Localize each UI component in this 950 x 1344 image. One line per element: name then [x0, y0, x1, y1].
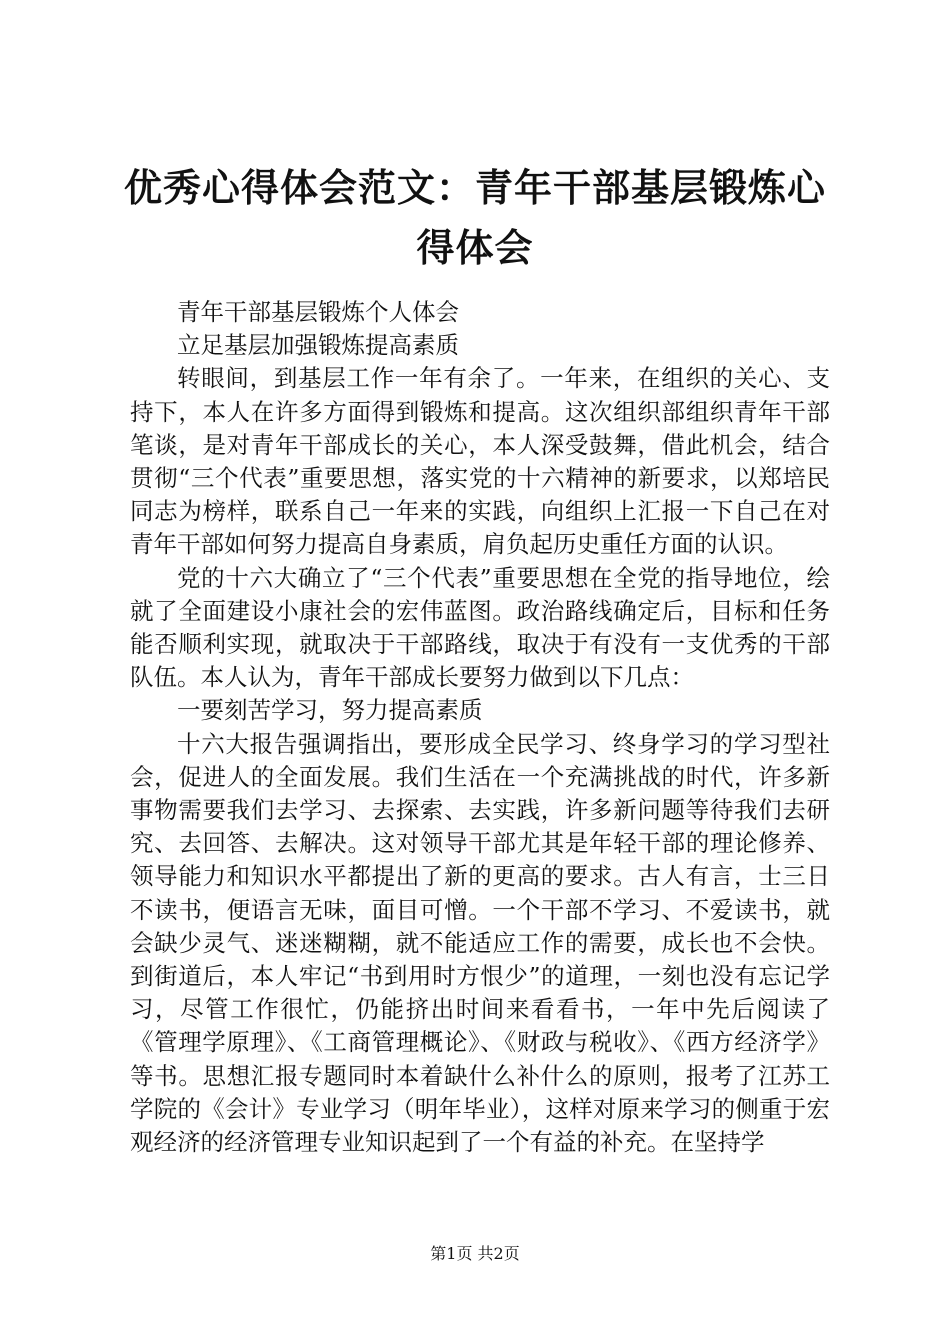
document-title: 优秀心得体会范文：青年干部基层锻炼心得体会	[123, 165, 826, 270]
paragraph-subtitle-2: 立足基层加强锻炼提高素质	[177, 331, 459, 360]
paragraph-background: 党的十六大确立了“三个代表”重要思想在全党的指导地位，绘就了全面建设小康社会的宏伟蓝图。政治路线确定后，目标和任务能否顺利实现，就取决于干部路线，取决于有没有一支优秀的干部队伍。本人认为，青年干部成长要努力做到以下几点：	[130, 563, 830, 692]
paragraph-intro: 转眼间，到基层工作一年有余了。一年来，在组织的关心、支持下，本人在许多方面得到锻炼和提高。这次组织部组织青年干部笔谈，是对青年干部成长的关心，本人深受鼓舞，借此机会，结合贯彻“三个代表”重要思想，落实党的十六精神的新要求，以郑培民同志为榜样，联系自己一年来的实践，向组织上汇报一下自己在对青年干部如何努力提高自身素质，肩负起历史重任方面的认识。	[130, 364, 830, 559]
paragraph-study: 十六大报告强调指出，要形成全民学习、终身学习的学习型社会，促进人的全面发展。我们生活在一个充满挑战的时代，许多新事物需要我们去学习、去探索、去实践，许多新问题等待我们去研究、去回答、去解决。这对领导干部尤其是年轻干部的理论修养、领导能力和知识水平都提出了新的更高的要求。古人有言，士三日不读书，便语言无味，面目可憎。一个干部不学习、不爱读书，就会缺少灵气、迷迷糊糊，就不能适应工作的需要，成长也不会快。到街道后，本人牢记“书到用时方恨少”的道理，一刻也没有忘记学习，尽管工作很忙，仍能挤出时间来看看书，一年中先后阅读了《管理学原理》、《工商管理概论》、《财政与税收》、《西方经济学》等书。思想汇报专题同时本着缺什么补什么的原则，报考了江苏工学院的《会计》专业学习（明年毕业），这样对原来学习的侧重于宏观经济的经济管理专业知识起到了一个有益的补充。在坚持学	[130, 729, 830, 1157]
paragraph-heading-study: 一要刻苦学习，努力提高素质	[177, 696, 483, 725]
paragraph-subtitle-1: 青年干部基层锻炼个人体会	[177, 298, 459, 326]
document-body	[130, 296, 830, 1159]
page-number: 第1页 共2页	[430, 1244, 520, 1263]
